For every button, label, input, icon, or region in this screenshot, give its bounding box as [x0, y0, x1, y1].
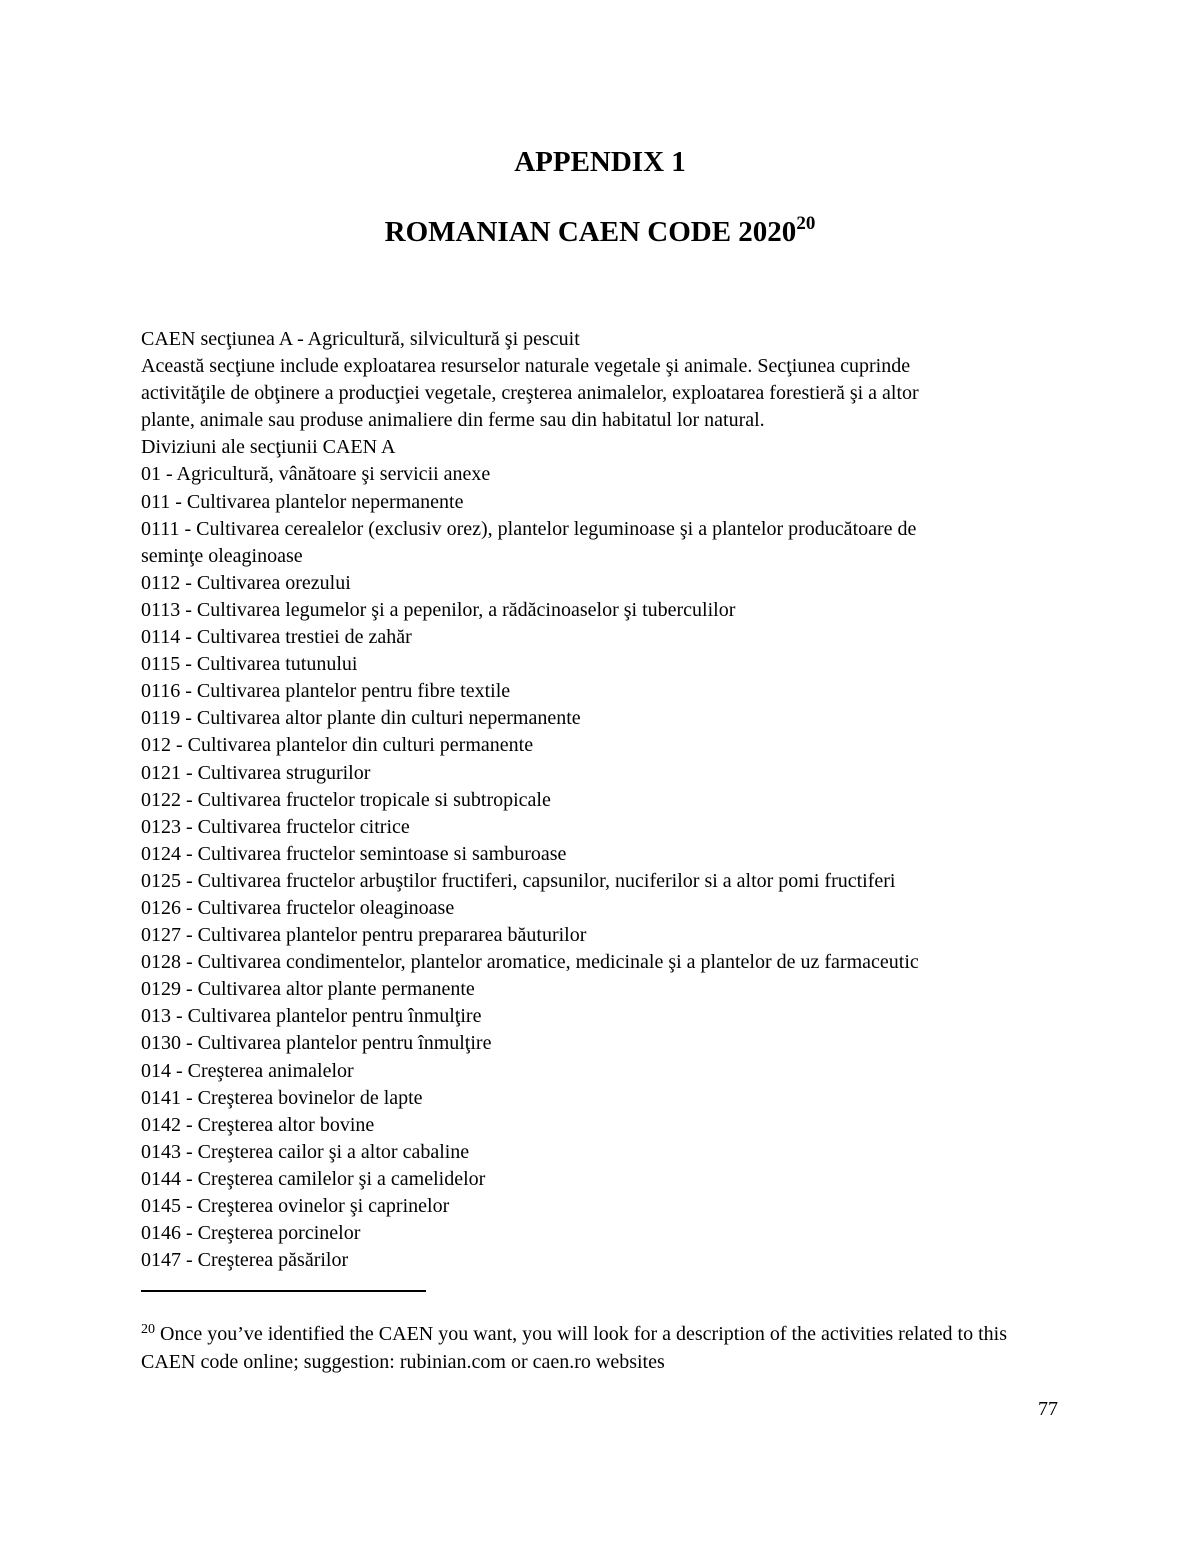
- caen-code-item: 0126 - Cultivarea fructelor oleaginoase: [141, 896, 455, 919]
- caen-code-item: 0123 - Cultivarea fructelor citrice: [141, 815, 410, 838]
- section-description-line: activităţile de obţinere a producţiei vegetale, creşterea animalelor, exploatarea forestieră şi a altor: [141, 382, 919, 405]
- caen-code-item: 0144 - Creşterea camilelor şi a camelidelor: [141, 1167, 486, 1190]
- caen-code-item: 013 - Cultivarea plantelor pentru înmulţire: [141, 1005, 482, 1028]
- caen-code-item: 0130 - Cultivarea plantelor pentru înmulţire: [141, 1032, 492, 1055]
- caen-code-item: 0143 - Creşterea cailor şi a altor cabaline: [141, 1140, 470, 1163]
- subtitle-text: ROMANIAN CAEN CODE 2020: [384, 216, 797, 248]
- caen-code-item: 0114 - Cultivarea trestiei de zahăr: [141, 626, 412, 649]
- caen-code-item: 0128 - Cultivarea condimentelor, plantelor aromatice, medicinale şi a plantelor de uz farmaceutic: [141, 951, 919, 974]
- caen-code-item: 012 - Cultivarea plantelor din culturi permanente: [141, 734, 534, 757]
- caen-code-item: 0122 - Cultivarea fructelor tropicale si subtropicale: [141, 788, 551, 811]
- footnote: [141, 1320, 1066, 1376]
- caen-code-item: 0141 - Creşterea bovinelor de lapte: [141, 1086, 423, 1109]
- footnote-reference: 20: [796, 213, 816, 234]
- section-description-line: Această secţiune include exploatarea resurselor naturale vegetale şi animale. Secţiunea cuprinde: [141, 355, 911, 378]
- footnote-number: 20: [141, 1322, 155, 1337]
- caen-code-item: seminţe oleaginoase: [141, 544, 303, 567]
- caen-code-item: 0147 - Creşterea păsărilor: [141, 1249, 349, 1272]
- body-content: [141, 326, 1066, 1274]
- caen-code-item: 0113 - Cultivarea legumelor şi a pepenilor, a rădăcinoaselor şi tuberculilor: [141, 598, 736, 621]
- caen-code-item: 0116 - Cultivarea plantelor pentru fibre textile: [141, 680, 511, 703]
- footnote-text: Once you’ve identified the CAEN you want, you will look for a description of the activities related to this CAEN code online; suggestion: rubinian.com or caen.ro websites: [141, 1323, 1008, 1373]
- caen-code-item: 0142 - Creşterea altor bovine: [141, 1113, 375, 1136]
- caen-code-item: 01 - Agricultură, vânătoare şi servicii anexe: [141, 463, 491, 486]
- caen-code-item: 011 - Cultivarea plantelor nepermanente: [141, 490, 464, 513]
- page-title: APPENDIX 1: [514, 146, 686, 178]
- caen-code-item: 0127 - Cultivarea plantelor pentru prepararea băuturilor: [141, 924, 587, 947]
- footnote-divider: [141, 1290, 426, 1292]
- caen-code-item: 0129 - Cultivarea altor plante permanente: [141, 978, 475, 1001]
- caen-code-item: 0119 - Cultivarea altor plante din culturi nepermanente: [141, 707, 581, 730]
- section-title: CAEN secţiunea A - Agricultură, silvicultură şi pescuit: [141, 328, 580, 350]
- caen-code-item: 0125 - Cultivarea fructelor arbuştilor fructiferi, capsunilor, nuciferilor si a altor pomi fructiferi: [141, 869, 896, 892]
- caen-code-item: 0111 - Cultivarea cerealelor (exclusiv orez), plantelor leguminoase şi a plantelor producătoare de: [141, 517, 917, 540]
- section-description-line: plante, animale sau produse animaliere din ferme sau din habitatul lor natural.: [141, 409, 765, 432]
- caen-code-item: 0145 - Creşterea ovinelor şi caprinelor: [141, 1195, 450, 1217]
- page-number: 77: [1038, 1398, 1058, 1420]
- caen-code-item: 014 - Creşterea animalelor: [141, 1059, 354, 1082]
- caen-code-item: 0124 - Cultivarea fructelor semintoase si samburoase: [141, 842, 567, 865]
- divisions-title: Diviziuni ale secţiunii CAEN A: [141, 436, 396, 459]
- caen-code-item: 0115 - Cultivarea tutunului: [141, 653, 358, 676]
- caen-code-list: [141, 461, 1066, 1274]
- caen-code-item: 0121 - Cultivarea strugurilor: [141, 761, 371, 784]
- caen-code-item: 0112 - Cultivarea orezului: [141, 571, 351, 594]
- page-subtitle: [0, 214, 1200, 250]
- caen-code-item: 0146 - Creşterea porcinelor: [141, 1222, 361, 1245]
